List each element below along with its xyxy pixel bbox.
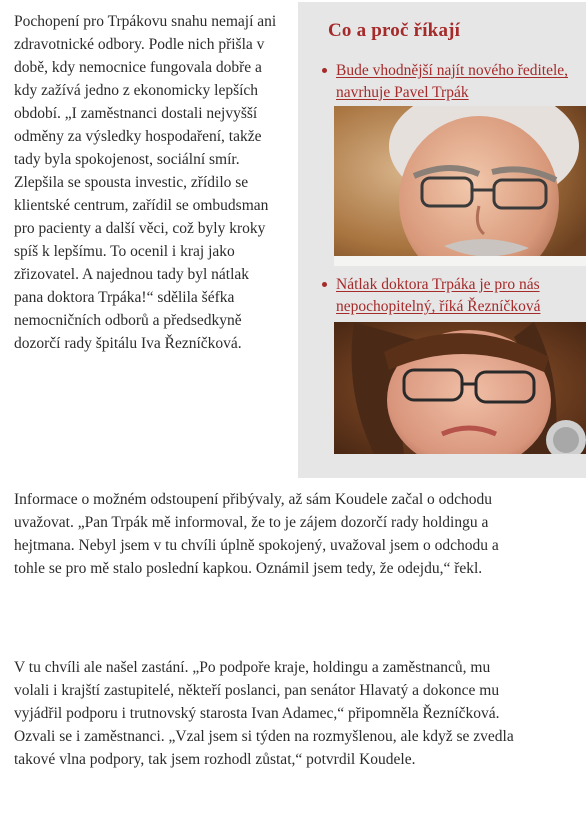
bullet-icon [322,282,327,287]
related-link-reznickova[interactable] [316,274,584,318]
related-item-trpak [316,60,584,104]
article-paragraph-2: Informace o možném odstoupení přibývaly, až sám Koudele začal o odchodu uvažovat. „Pan Trpák mě informoval, že to je zájem dozorčí rady holdingu a hejtmana. Nebyl jsem v tu chvíli úplně spokojený, uvažoval jsem o odchodu a tohle se pro mě stalo poslední kapkou. Oznámil jsem tedy, že odejdu,“ řekl. [14,491,499,577]
article-paragraph-3: V tu chvíli ale našel zastání. „Po podpoře kraje, holdingu a zaměstnanců, mu volali i krajští zastupitelé, někteří poslanci, pan senátor Hlavatý a dokonce mu vyjádřil podporu i trutnovský starosta Ivan Adamec,“ připomněla Řezníčková. Ozvali se i zaměstnanci. „Vzal jsem si týden na rozmyšlenou, ale když se zvedla takové vlna podpory, tak jsem rozhodl zůstat,“ potvrdil Koudele. [14,659,514,768]
related-quotes-title: Co a proč říkají [328,20,461,41]
related-quotes-box [298,2,586,478]
related-item-reznickova [316,274,584,318]
related-link-trpak-label: Bude vhodnější najít nového ředitele, navrhuje Pavel Trpák [336,62,569,101]
photo-iva-reznickova[interactable] [334,322,586,454]
photo-pavel-trpak[interactable] [334,106,586,266]
related-link-reznickova-label: Nátlak doktora Trpáka je pro nás nepochopitelný, říká Řezníčková [336,276,541,315]
related-link-trpak[interactable] [316,60,584,104]
bullet-icon [322,68,327,73]
article-paragraph-1: Pochopení pro Trpákovu snahu nemají ani zdravotnické odbory. Podle nich přišla v době, kdy nemocnice fungovala dobře a kdy zažívá jedno z ekonomicky lepších období. „I zaměstnanci dostali nejvyšší odměny za výsledky hospodaření, takže tady byla spokojenost, sociální smír. Zlepšila se spousta investic, zřídilo se klientské centrum, zařídil se ombudsman pro pacienty a další věci, což byly kroky spíš k lepšímu. To ocenil i kraj jako zřizovatel. A najednou tady byl nátlak pana doktora Trpáka!“ sdělila šéfka nemocničních odborů a předsedkyně dozorčí rady špitálu Iva Řezníčková. [14,13,277,352]
